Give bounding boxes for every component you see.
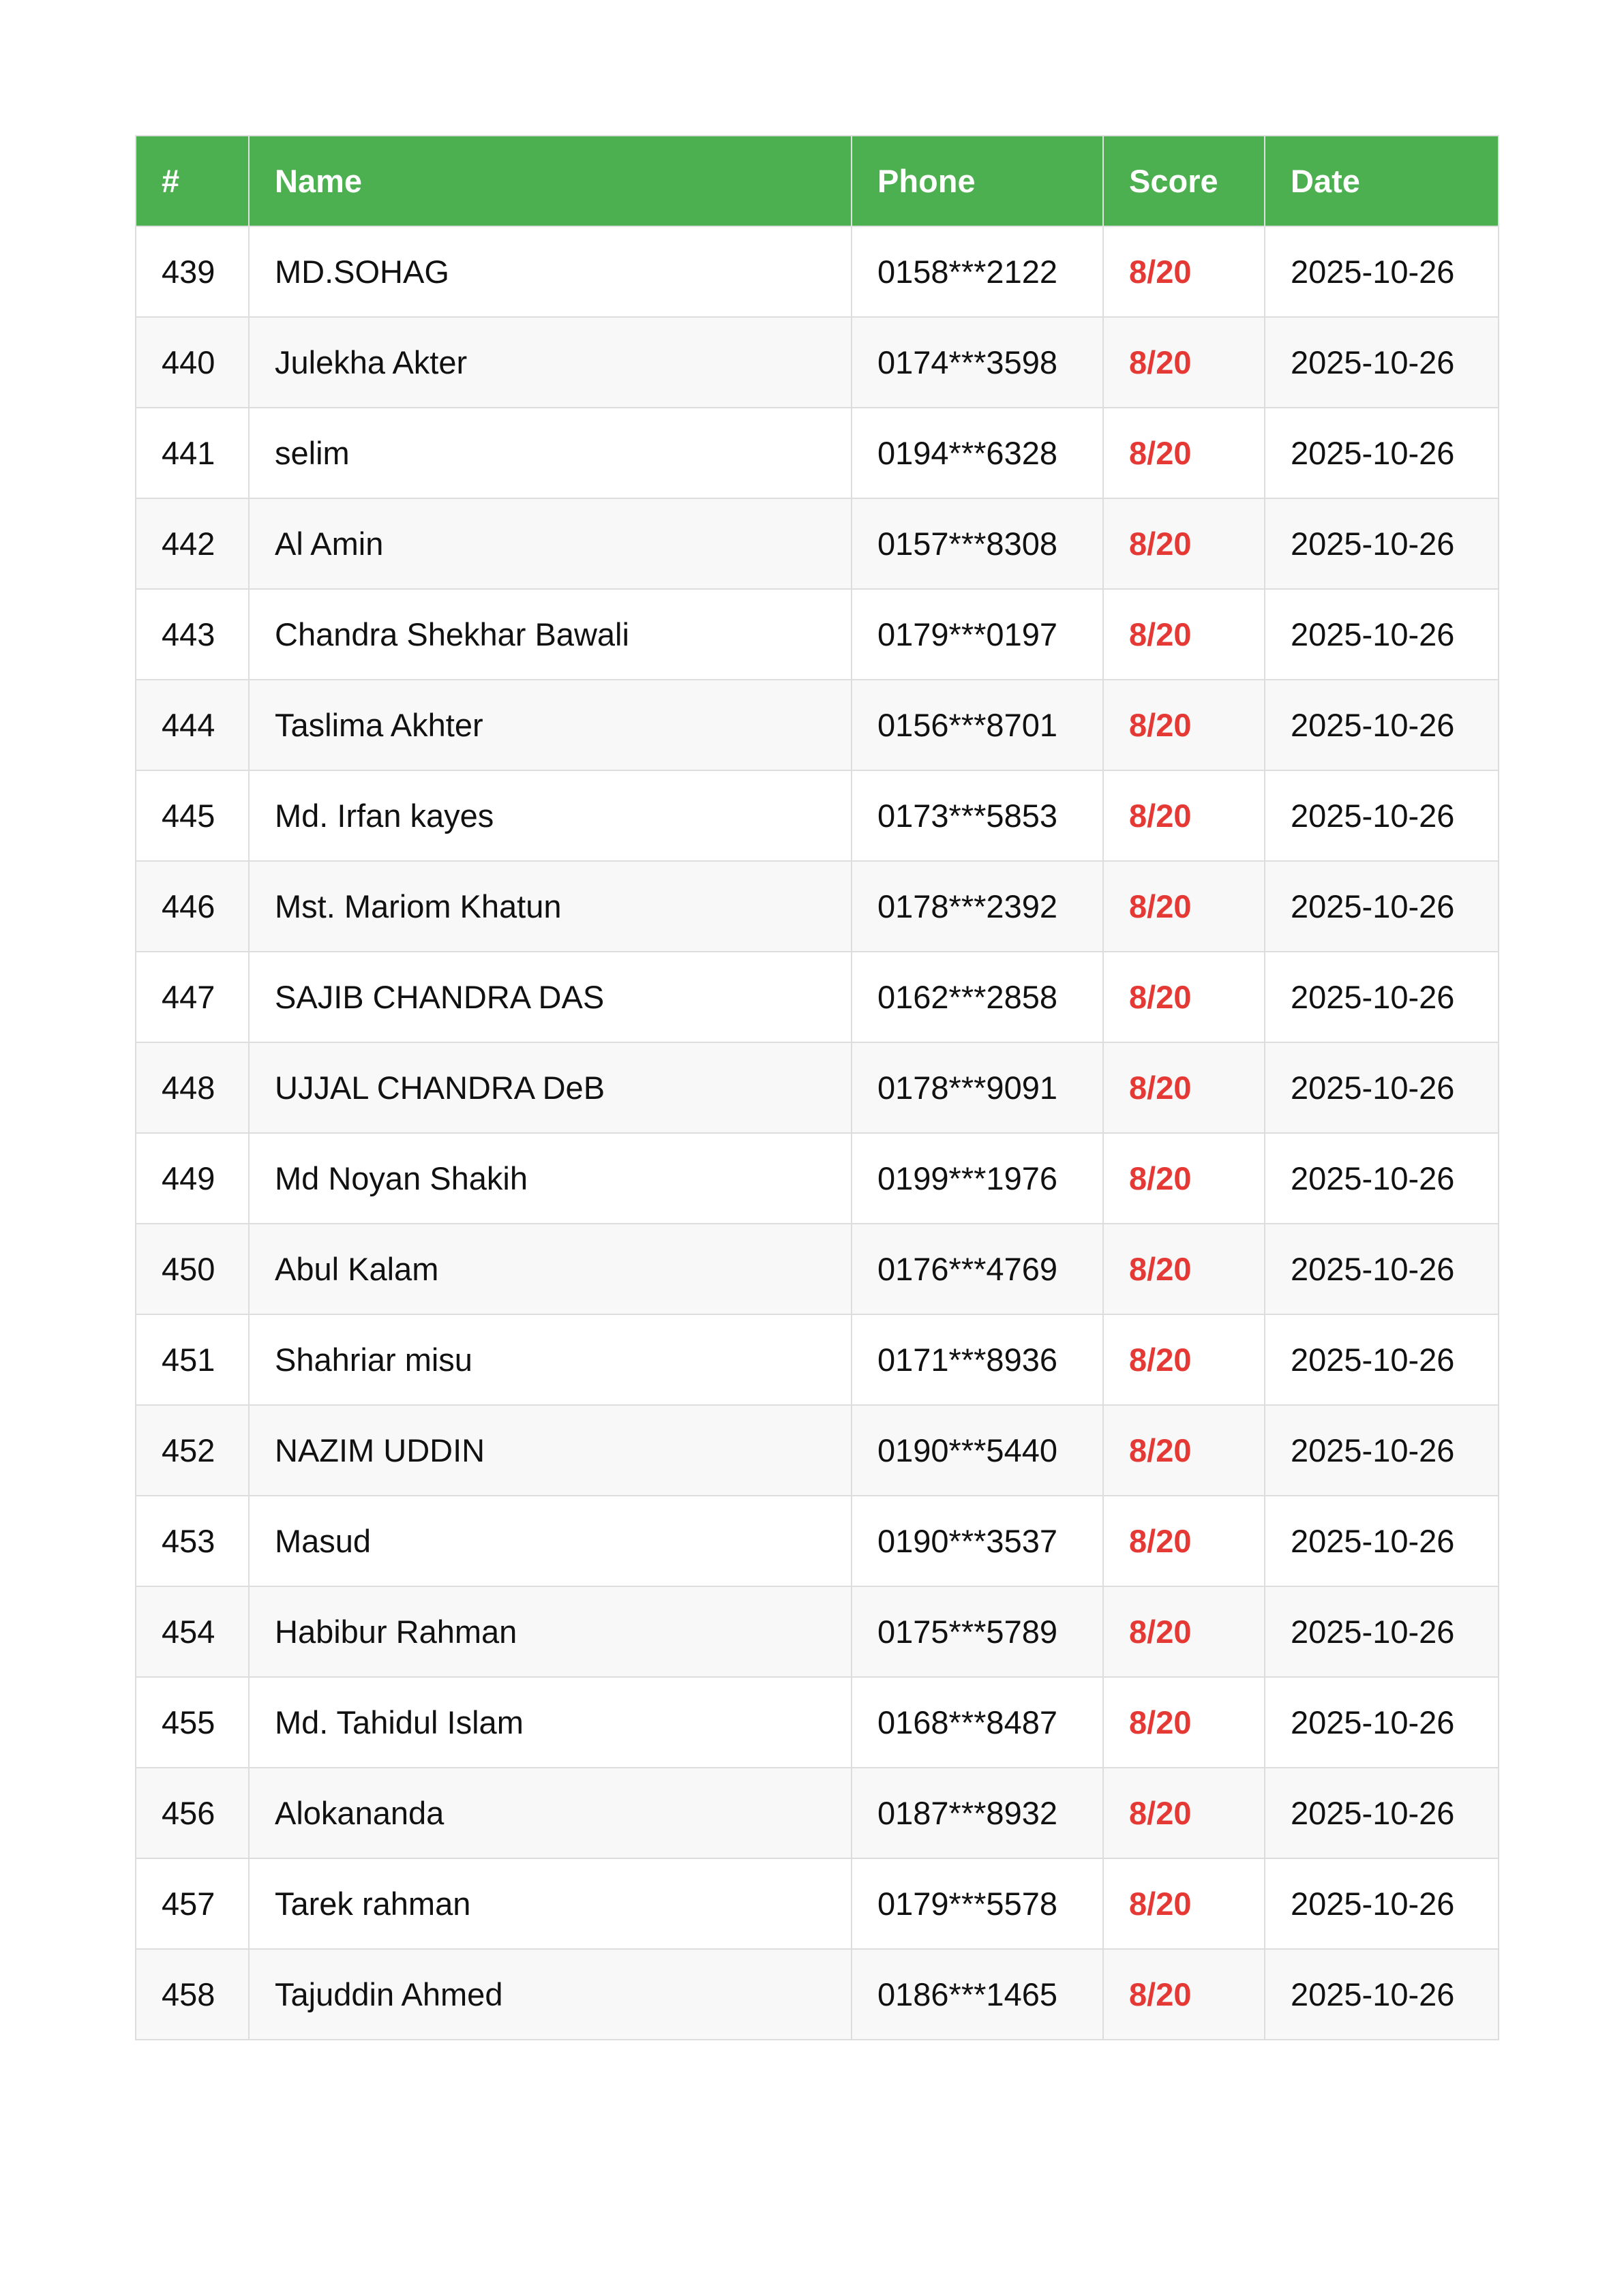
row-score: 8/20 [1103,1949,1265,2040]
row-score: 8/20 [1103,1042,1265,1133]
row-date: 2025-10-26 [1265,770,1499,861]
row-score: 8/20 [1103,1314,1265,1405]
row-phone: 0157***8308 [852,498,1103,589]
table-row [136,1496,1499,1586]
row-number: 453 [136,1496,249,1586]
row-phone: 0174***3598 [852,317,1103,408]
row-date: 2025-10-26 [1265,1042,1499,1133]
row-number: 447 [136,952,249,1042]
row-phone: 0171***8936 [852,1314,1103,1405]
row-date: 2025-10-26 [1265,1496,1499,1586]
row-name: Alokananda [249,1768,852,1858]
row-number: 451 [136,1314,249,1405]
row-phone: 0168***8487 [852,1677,1103,1768]
row-date: 2025-10-26 [1265,861,1499,952]
table-body [136,226,1499,2040]
row-date: 2025-10-26 [1265,589,1499,680]
row-phone: 0179***5578 [852,1858,1103,1949]
row-date: 2025-10-26 [1265,680,1499,770]
row-number: 441 [136,408,249,498]
row-name: Abul Kalam [249,1224,852,1314]
header-number: # [136,136,249,226]
table-row [136,861,1499,952]
row-number: 457 [136,1858,249,1949]
row-number: 455 [136,1677,249,1768]
row-phone: 0190***3537 [852,1496,1103,1586]
row-date: 2025-10-26 [1265,1586,1499,1677]
row-name: Md. Tahidul Islam [249,1677,852,1768]
table-row [136,952,1499,1042]
table-row [136,1949,1499,2040]
row-phone: 0178***9091 [852,1042,1103,1133]
row-number: 440 [136,317,249,408]
row-score: 8/20 [1103,408,1265,498]
row-score: 8/20 [1103,498,1265,589]
row-name: Taslima Akhter [249,680,852,770]
header-name: Name [249,136,852,226]
table-row [136,226,1499,317]
row-date: 2025-10-26 [1265,1133,1499,1224]
table-row [136,1042,1499,1133]
row-phone: 0173***5853 [852,770,1103,861]
row-phone: 0158***2122 [852,226,1103,317]
row-number: 456 [136,1768,249,1858]
row-score: 8/20 [1103,1133,1265,1224]
row-phone: 0175***5789 [852,1586,1103,1677]
row-number: 446 [136,861,249,952]
row-number: 445 [136,770,249,861]
row-date: 2025-10-26 [1265,1768,1499,1858]
row-phone: 0162***2858 [852,952,1103,1042]
row-score: 8/20 [1103,226,1265,317]
row-phone: 0178***2392 [852,861,1103,952]
row-number: 442 [136,498,249,589]
row-name: Habibur Rahman [249,1586,852,1677]
row-name: Md Noyan Shakih [249,1133,852,1224]
row-phone: 0186***1465 [852,1949,1103,2040]
row-date: 2025-10-26 [1265,1949,1499,2040]
row-name: Shahriar misu [249,1314,852,1405]
table-row [136,1133,1499,1224]
table-row [136,1224,1499,1314]
results-table [135,135,1499,2040]
table-row [136,680,1499,770]
table-row [136,1314,1499,1405]
row-date: 2025-10-26 [1265,952,1499,1042]
row-name: Mst. Mariom Khatun [249,861,852,952]
row-score: 8/20 [1103,1858,1265,1949]
row-date: 2025-10-26 [1265,1224,1499,1314]
row-phone: 0199***1976 [852,1133,1103,1224]
row-date: 2025-10-26 [1265,408,1499,498]
row-name: SAJIB CHANDRA DAS [249,952,852,1042]
row-name: Md. Irfan kayes [249,770,852,861]
row-date: 2025-10-26 [1265,1405,1499,1496]
row-score: 8/20 [1103,1405,1265,1496]
row-number: 439 [136,226,249,317]
row-name: UJJAL CHANDRA DeB [249,1042,852,1133]
row-number: 454 [136,1586,249,1677]
row-score: 8/20 [1103,589,1265,680]
row-number: 444 [136,680,249,770]
row-name: MD.SOHAG [249,226,852,317]
row-name: Julekha Akter [249,317,852,408]
row-name: Chandra Shekhar Bawali [249,589,852,680]
row-number: 458 [136,1949,249,2040]
row-name: Masud [249,1496,852,1586]
row-score: 8/20 [1103,770,1265,861]
row-number: 443 [136,589,249,680]
table-row [136,1677,1499,1768]
row-name: NAZIM UDDIN [249,1405,852,1496]
row-date: 2025-10-26 [1265,1677,1499,1768]
row-score: 8/20 [1103,1677,1265,1768]
row-name: selim [249,408,852,498]
row-phone: 0176***4769 [852,1224,1103,1314]
row-score: 8/20 [1103,952,1265,1042]
row-name: Tarek rahman [249,1858,852,1949]
table-row [136,770,1499,861]
table-row [136,1586,1499,1677]
table-row [136,1405,1499,1496]
table-row [136,317,1499,408]
row-score: 8/20 [1103,1224,1265,1314]
header-date: Date [1265,136,1499,226]
row-name: Al Amin [249,498,852,589]
table-row [136,1768,1499,1858]
row-phone: 0190***5440 [852,1405,1103,1496]
header-phone: Phone [852,136,1103,226]
row-phone: 0179***0197 [852,589,1103,680]
row-date: 2025-10-26 [1265,1858,1499,1949]
row-number: 452 [136,1405,249,1496]
row-phone: 0187***8932 [852,1768,1103,1858]
table-header [136,136,1499,226]
row-number: 450 [136,1224,249,1314]
table-row [136,498,1499,589]
table-row [136,408,1499,498]
row-date: 2025-10-26 [1265,317,1499,408]
row-score: 8/20 [1103,861,1265,952]
header-row [136,136,1499,226]
row-number: 449 [136,1133,249,1224]
row-score: 8/20 [1103,1496,1265,1586]
row-score: 8/20 [1103,680,1265,770]
row-date: 2025-10-26 [1265,226,1499,317]
table-row [136,589,1499,680]
row-phone: 0156***8701 [852,680,1103,770]
row-date: 2025-10-26 [1265,498,1499,589]
row-score: 8/20 [1103,1768,1265,1858]
row-number: 448 [136,1042,249,1133]
row-score: 8/20 [1103,317,1265,408]
row-phone: 0194***6328 [852,408,1103,498]
table-row [136,1858,1499,1949]
row-date: 2025-10-26 [1265,1314,1499,1405]
row-score: 8/20 [1103,1586,1265,1677]
row-name: Tajuddin Ahmed [249,1949,852,2040]
header-score: Score [1103,136,1265,226]
